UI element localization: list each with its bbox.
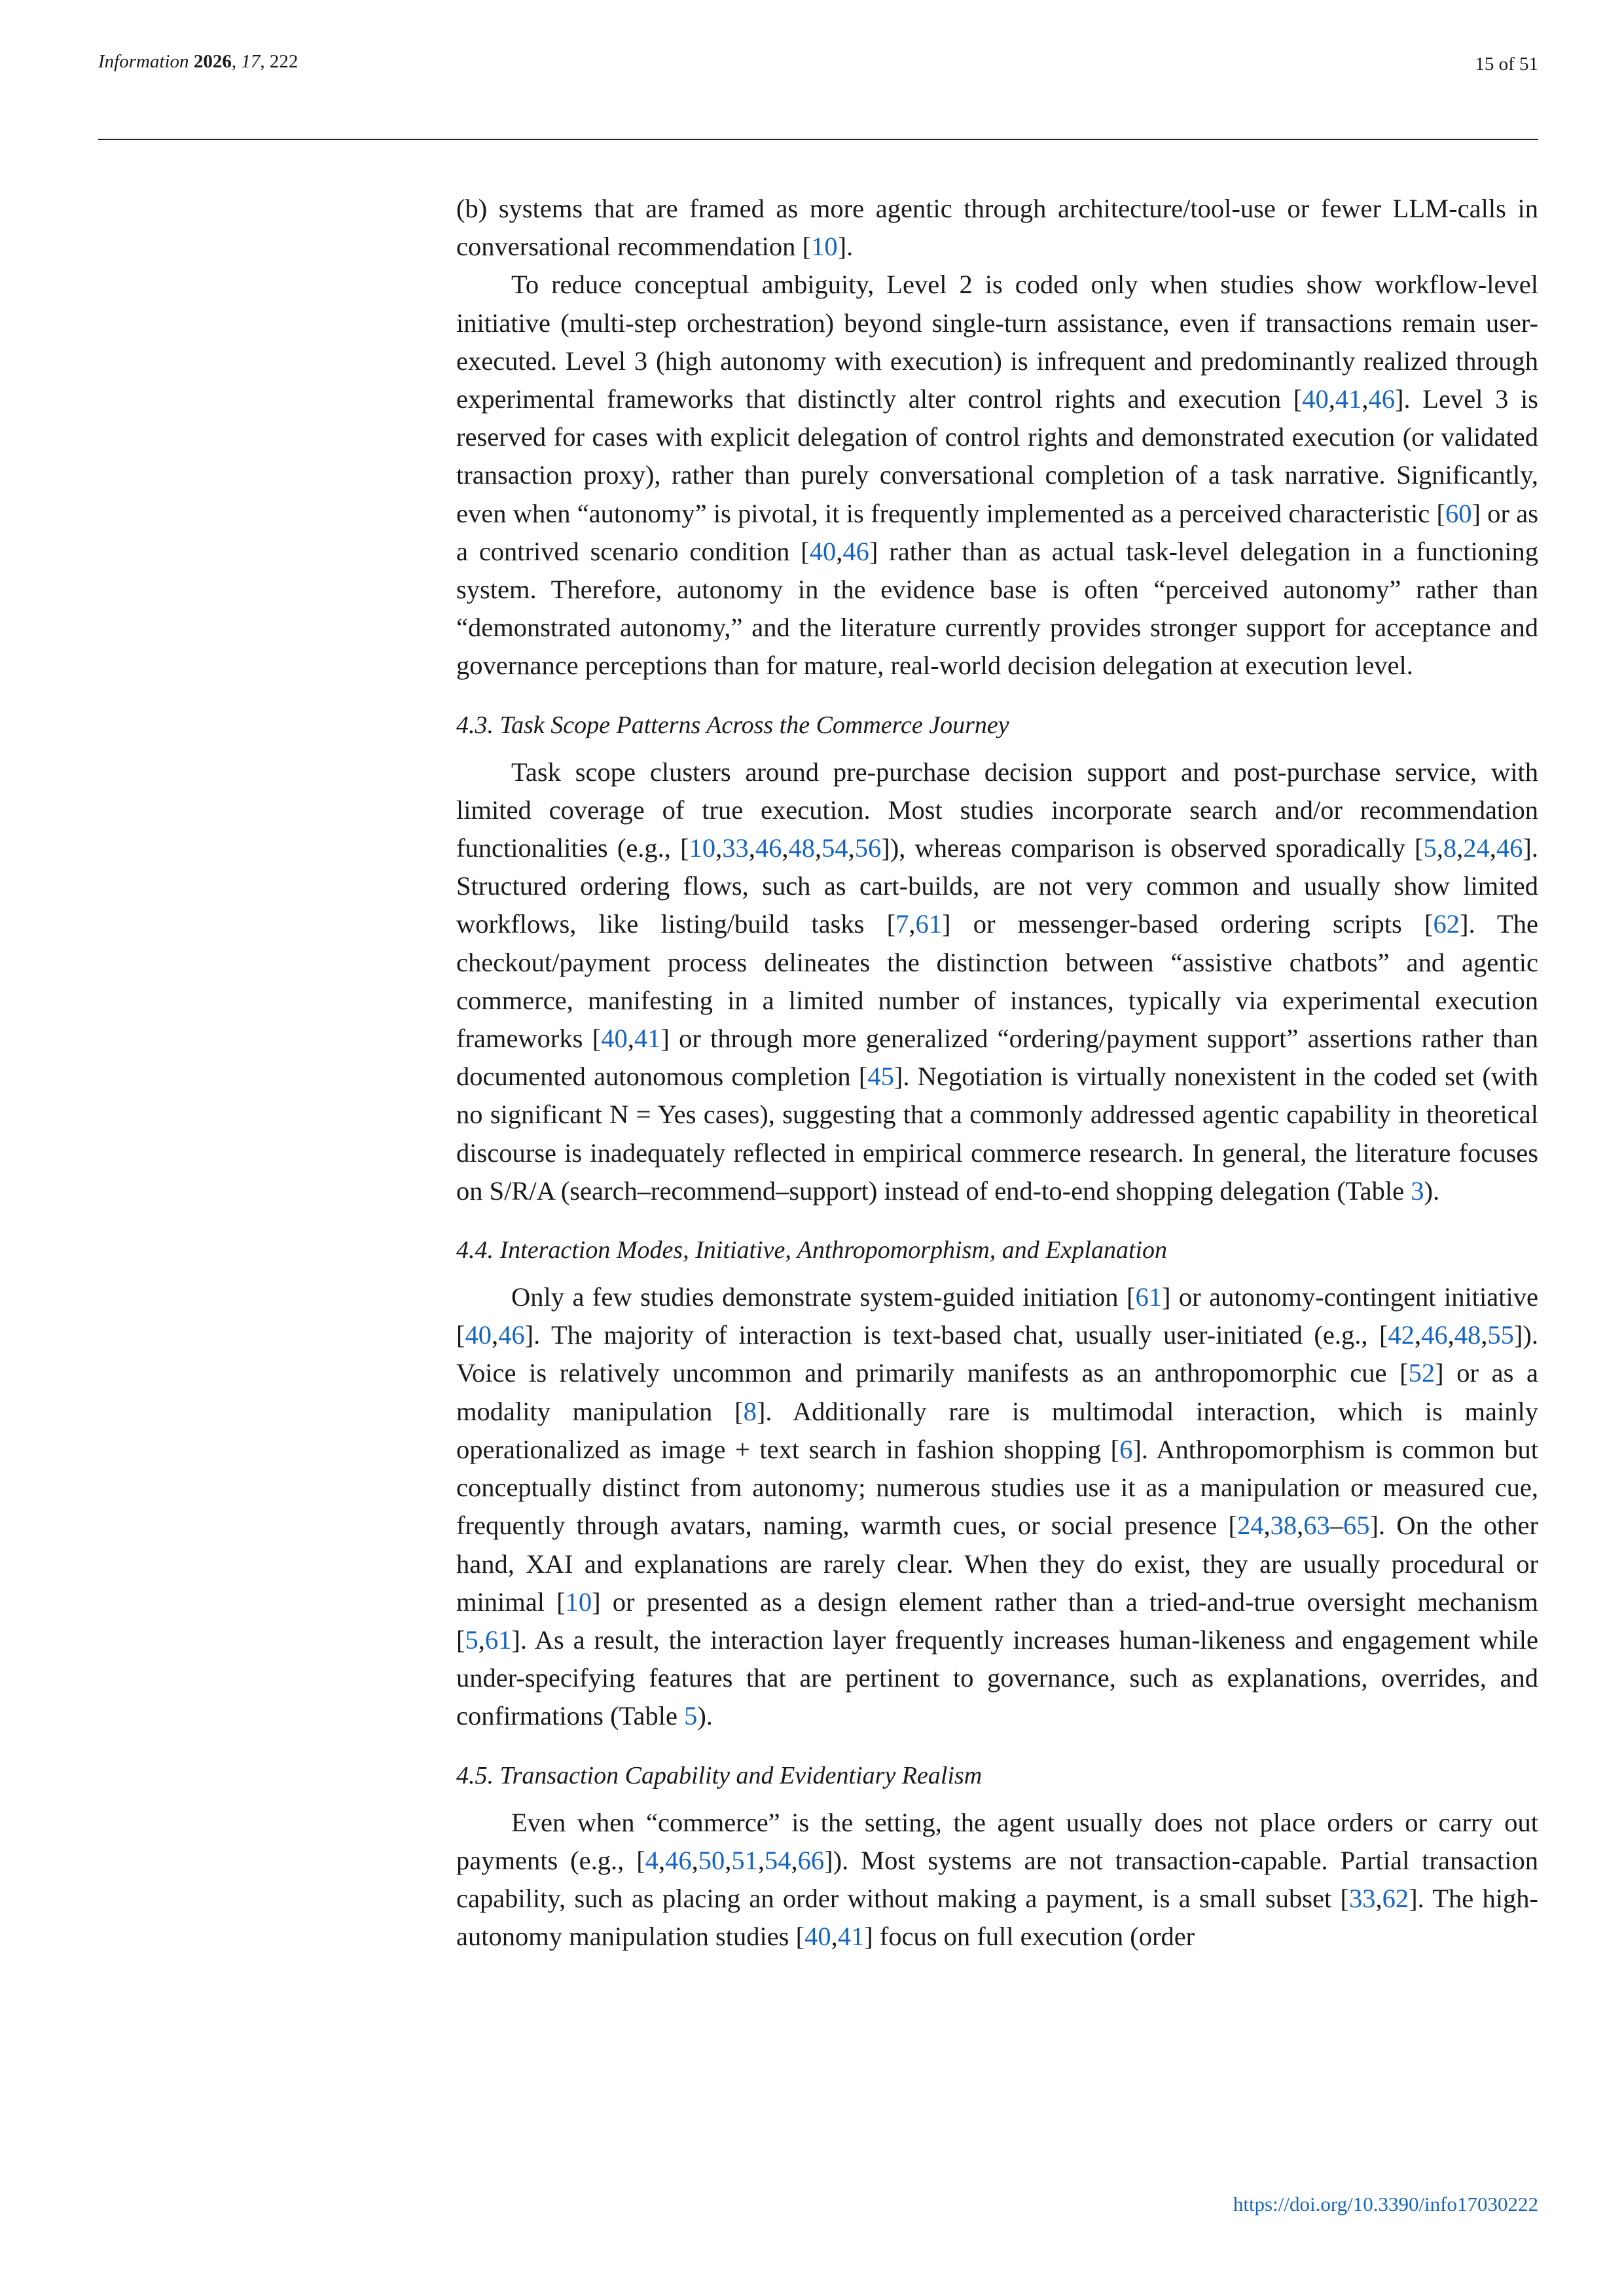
citation-link[interactable]: 8 [1443, 833, 1457, 863]
citation-link[interactable]: 66 [797, 1845, 825, 1875]
citation-link[interactable]: 46 [755, 833, 782, 863]
citation-link[interactable]: 48 [788, 833, 815, 863]
paragraph: Only a few studies demonstrate system-guided initiation [61] or autonomy-contingent initiative [40,46]. The majority of interaction is text-based chat, usually user-initiated (e.g., [42,46,48,55]). Voice is relatively uncommon and primarily manifests as an anthropomorphic cue [52] or as a modality manipulation [8]. Additionally rare is multimodal interaction, which is mainly operationalized as image + text search in fashion shopping [6]. Anthropomorphism is common but conceptually distinct from autonomy; numerous studies use it as a manipulation or measured cue, frequently through avatars, naming, warmth cues, or social presence [24,38,63–65]. On the other hand, XAI and explanations are rarely clear. When they do exist, they are usually procedural or minimal [10] or presented as a design element rather than a tried-and-true oversight mechanism [5,61]. As a result, the interaction layer frequently increases human-likeness and engagement while under-specifying features that are pertinent to governance, such as explanations, overrides, and confirmations (Table 5). [456, 1282, 1538, 1731]
section-heading: 4.4. Interaction Modes, Initiative, Anthropomorphism, and Explanation [456, 1236, 1168, 1265]
journal-year: 2026 [193, 51, 232, 72]
section-heading: 4.3. Task Scope Patterns Across the Commerce Journey [456, 711, 1009, 739]
page-number: 15 of 51 [1475, 54, 1538, 75]
citation-link[interactable]: 61 [484, 1624, 512, 1655]
citation-link[interactable]: 6 [1119, 1434, 1133, 1464]
main-text [456, 190, 1538, 1956]
page-header [98, 51, 1538, 90]
citation-link[interactable]: 54 [821, 833, 848, 863]
citation-link[interactable]: 40 [804, 1922, 831, 1952]
journal-citation: Information 2026, 17, 222 [98, 51, 298, 72]
citation-link[interactable]: 24 [1463, 833, 1490, 863]
citation-link[interactable]: 33 [1349, 1883, 1376, 1913]
citation-link[interactable]: 24 [1237, 1511, 1264, 1541]
citation-link[interactable]: 33 [722, 833, 749, 863]
citation-link[interactable]: 65 [1343, 1511, 1370, 1541]
section-heading: 4.5. Transaction Capability and Evidentiary Realism [456, 1761, 983, 1789]
citation-link[interactable]: 48 [1454, 1320, 1481, 1350]
citation-link[interactable]: 40 [601, 1024, 628, 1054]
citation-link[interactable]: 40 [809, 536, 837, 566]
citation-link[interactable]: 46 [842, 536, 869, 566]
citation-link[interactable]: 41 [1335, 384, 1362, 414]
citation-link[interactable]: 46 [498, 1320, 525, 1350]
citation-link[interactable]: 8 [743, 1396, 757, 1426]
doi-link[interactable]: https://doi.org/10.3390/info17030222 [1233, 2193, 1538, 2215]
table-link[interactable]: 3 [1411, 1175, 1424, 1206]
citation-link[interactable]: 63 [1303, 1511, 1330, 1541]
citation-link[interactable]: 54 [764, 1845, 791, 1875]
citation-link[interactable]: 4 [645, 1845, 659, 1875]
citation-link[interactable]: 62 [1382, 1883, 1409, 1913]
citation-link[interactable]: 51 [731, 1845, 758, 1875]
citation-link[interactable]: 46 [1421, 1320, 1448, 1350]
citation-link[interactable]: 40 [1302, 384, 1329, 414]
citation-link[interactable]: 46 [1496, 833, 1523, 863]
citation-link[interactable]: 61 [915, 909, 942, 939]
citation-link[interactable]: 7 [895, 909, 909, 939]
paragraph: (b) systems that are framed as more agentic through architecture/tool-use or fewer LLM-calls in conversational recommendation [10]. [456, 194, 1538, 262]
citation-link[interactable]: 40 [465, 1320, 492, 1350]
citation-link[interactable]: 46 [1368, 384, 1396, 414]
journal-name: Information [98, 51, 189, 72]
citation-link[interactable]: 62 [1433, 909, 1460, 939]
paragraph: Task scope clusters around pre-purchase decision support and post-purchase service, with limited coverage of true execution. Most studies incorporate search and/or recommendation functionalities (e.g., [10,33,46,48,54,56]), whereas comparison is observed sporadically [5,8,24,46]. Structured ordering flows, such as cart-builds, are not very common and usually show limited workflows, like listing/build tasks [7,61] or messenger-based ordering scripts [62]. The checkout/payment process delineates the distinction between “assistive chatbots” and agentic commerce, manifesting in a limited number of instances, typically via experimental execution frameworks [40,41] or through more generalized “ordering/payment support” assertions rather than documented autonomous completion [45]. Negotiation is virtually nonexistent in the coded set (with no significant N = Yes cases), suggesting that a commonly addressed agentic capability in theoretical discourse is inadequately reflected in empirical commerce research. In general, the literature focuses on S/R/A (search–recommend–support) instead of end-to-end shopping delegation (Table 3). [456, 757, 1539, 1206]
citation-link[interactable]: 55 [1487, 1320, 1514, 1350]
citation-link[interactable]: 52 [1408, 1358, 1435, 1388]
table-link[interactable]: 5 [684, 1701, 698, 1731]
citation-link[interactable]: 50 [698, 1845, 725, 1875]
paragraph: To reduce conceptual ambiguity, Level 2 is coded only when studies show workflow-level initiative (multi-step orchestration) beyond single-turn assistance, even if transactions remain user-executed. Level 3 (high autonomy with execution) is infrequent and predominantly realized through experimental frameworks that distinctly alter control rights and execution [40,41,46]. Level 3 is reserved for cases with explicit delegation of control rights and demonstrated execution (or validated transaction proxy), rather than purely conversational completion of a task narrative. Significantly, even when “autonomy” is pivotal, it is frequently implemented as a perceived characteristic [60] or as a contrived scenario condition [40,46] rather than as actual task-level delegation in a functioning system. Therefore, autonomy in the evidence base is often “perceived autonomy” rather than “demonstrated autonomy,” and the literature currently provides stronger support for acceptance and governance perceptions than for mature, real-world decision delegation at execution level. [456, 270, 1538, 681]
article-number: 222 [269, 51, 298, 72]
citation-link[interactable]: 41 [837, 1922, 865, 1952]
citation-link[interactable]: 10 [565, 1587, 592, 1617]
header-rule [98, 139, 1538, 140]
paragraph: Even when “commerce” is the setting, the agent usually does not place orders or carry out payments (e.g., [4,46,50,51,54,66]). Most systems are not transaction-capable. Partial transaction capability, such as placing an order without making a payment, is a small subset [33,62]. The high-autonomy manipulation studies [40,41] focus on full execution (order [456, 1807, 1538, 1952]
citation-link[interactable]: 42 [1388, 1320, 1415, 1350]
citation-link[interactable]: 38 [1270, 1511, 1297, 1541]
citation-link[interactable]: 61 [1135, 1282, 1162, 1312]
citation-link[interactable]: 10 [689, 833, 716, 863]
citation-link[interactable]: 60 [1445, 498, 1472, 528]
journal-volume: 17 [241, 51, 261, 72]
citation-link[interactable]: 5 [465, 1624, 478, 1655]
citation-link[interactable]: 5 [1423, 833, 1437, 863]
citation-link[interactable]: 46 [665, 1845, 692, 1875]
citation-link[interactable]: 45 [867, 1062, 894, 1092]
citation-link[interactable]: 41 [634, 1024, 661, 1054]
citation-link[interactable]: 56 [854, 833, 882, 863]
citation-link[interactable]: 10 [811, 232, 838, 262]
